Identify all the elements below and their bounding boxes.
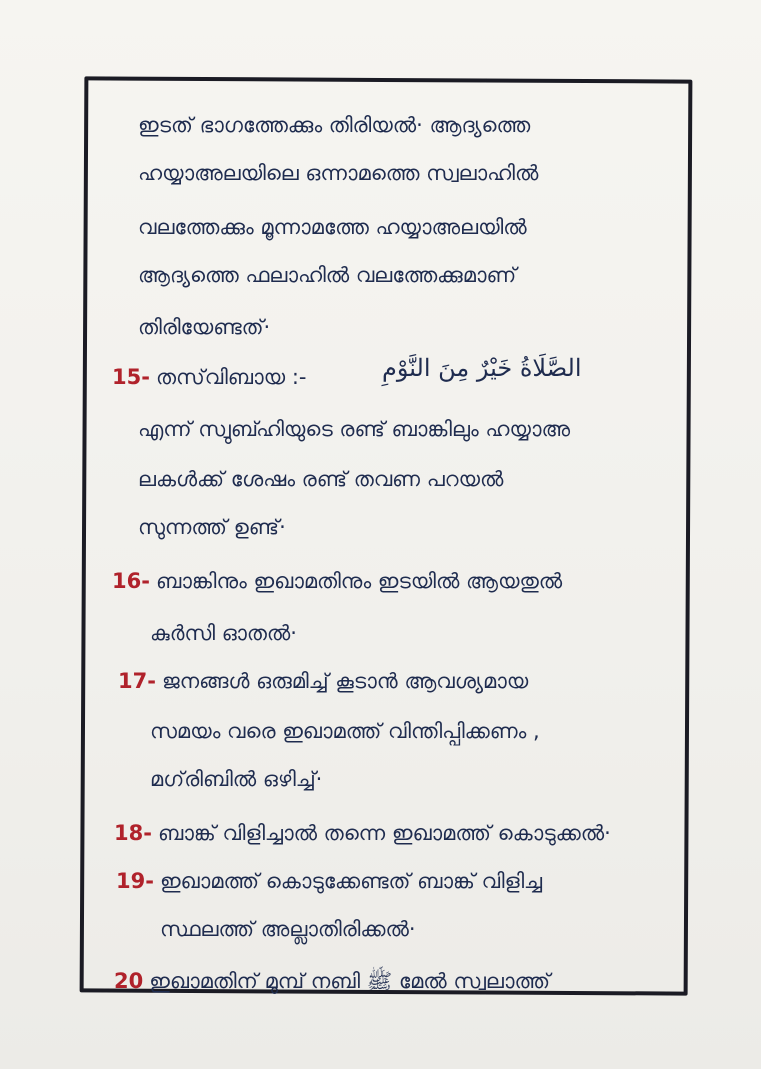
text-line: തിരിയേണ്ടത്· [138, 315, 271, 339]
item-text: ജനങ്ങൾ ഒരുമിച്ച് കൂടാൻ ആവശ്യമായ [161, 669, 529, 693]
item-text: ഇഖാമതിന് മുമ്പ് നബി ﷺ മേൽ സ്വലാത്ത് [149, 969, 551, 993]
text-line: സ്ഥലത്ത് അല്ലാതിരിക്കൽ· [160, 917, 416, 941]
list-item-17 [118, 666, 528, 696]
item-text: ബാങ്ക് വിളിച്ചാൽ തന്നെ ഇഖാമത്ത് കൊടുക്കൽ· [157, 821, 611, 845]
arabic-phrase: الصَّلَاةُ خَيْرٌ مِنَ النَّوْمِ [382, 354, 582, 382]
item-number: 19- [116, 869, 154, 893]
text-line: ലകൾക്ക് ശേഷം രണ്ട് തവണ പറയൽ [138, 467, 504, 491]
item-number: 17- [118, 669, 156, 693]
list-item-15 [112, 362, 306, 392]
text-line: കുർസി ഓതൽ· [150, 621, 297, 645]
item-text: ബാങ്കിനും ഇഖാമതിനും ഇടയിൽ ആയതുൽ [155, 569, 563, 593]
item-number: 20 [114, 969, 144, 993]
text-line: എന്ന് സ്വുബ്ഹിയുടെ രണ്ട് ബാങ്കിലും ഹയ്യാഅ [138, 417, 571, 441]
list-item-20 [114, 966, 550, 996]
item-text: ഇഖാമത്ത് കൊടുക്കേണ്ടത് ബാങ്ക് വിളിച്ച [159, 869, 543, 893]
text-line: ഇടത് ഭാഗത്തേക്കും തിരിയൽ· ആദ്യത്തെ [138, 113, 531, 137]
item-number: 15- [112, 365, 150, 389]
text-line: ആദ്യത്തെ ഫലാഹിൽ വലത്തേക്കുമാണ് [138, 263, 517, 287]
text-line: സുന്നത്ത് ഉണ്ട്· [138, 515, 286, 539]
item-number: 16- [112, 569, 150, 593]
text-line: ഹയ്യാഅലയിലെ ഒന്നാമത്തെ സ്വലാഹിൽ [138, 161, 539, 185]
text-line: വലത്തേക്കും മൂന്നാമത്തേ ഹയ്യാഅലയിൽ [138, 215, 527, 239]
list-item-16 [112, 566, 562, 596]
list-item-19 [116, 866, 542, 896]
item-number: 18- [114, 821, 152, 845]
text-line: സമയം വരെ ഇഖാമത്ത് വിന്തിപ്പിക്കണം , [150, 719, 540, 743]
item-text: തസ്‌വിബായ :- [155, 365, 307, 389]
text-line: മഗ്‌രിബിൽ ഒഴിച്ച്· [150, 767, 323, 791]
list-item-18 [114, 818, 611, 848]
